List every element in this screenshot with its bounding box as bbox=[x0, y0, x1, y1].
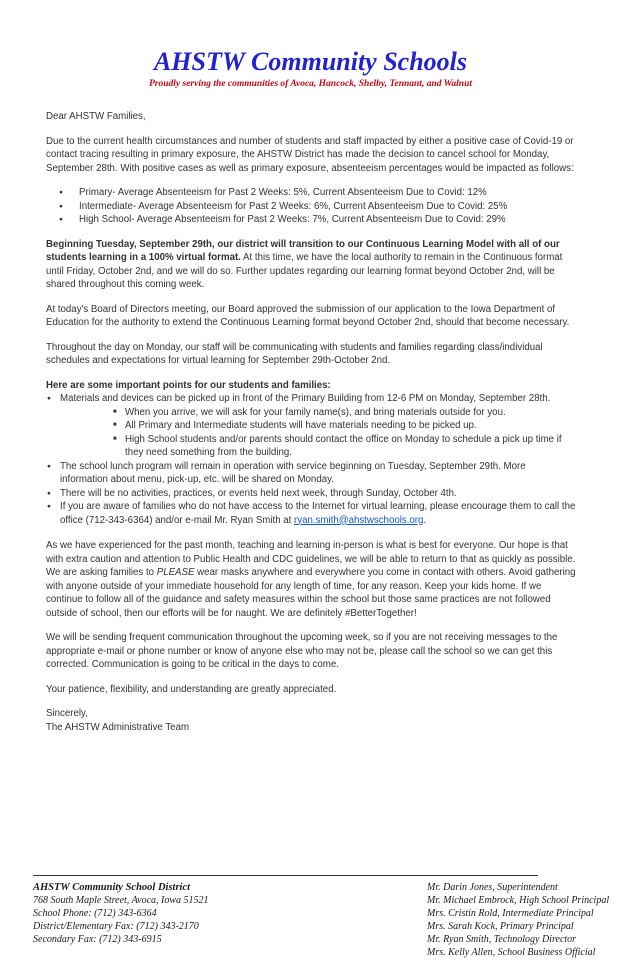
important-points-heading: Here are some important points for our students and families: bbox=[46, 379, 331, 391]
point-materials bbox=[46, 392, 576, 460]
paragraph-board: At today's Board of Directors meeting, our Board approved the submission of our application to the Iowa Department of Education for the authority to extend the Continuous Learning format beyond October 2nd, should that become necessary. bbox=[46, 303, 570, 328]
letterhead bbox=[0, 0, 621, 90]
paragraph-thanks: Your patience, flexibility, and understanding are greatly appreciated. bbox=[46, 683, 337, 695]
footer-district-info bbox=[33, 881, 427, 959]
sub-point-arrival: ■ When you arrive, we will ask for your family name(s), and bring materials outside for you. bbox=[113, 406, 576, 420]
footer-divider-line bbox=[33, 875, 538, 876]
footer-district-name: AHSTW Community School District bbox=[33, 882, 191, 893]
footer-fax-secondary: Secondary Fax: (712) 343-6915 bbox=[33, 934, 162, 945]
stat-intermediate: ● Intermediate- Average Absenteeism for Past 2 Weeks: 6%, Current Absenteeism Due to Covid: 25% bbox=[46, 200, 576, 214]
footer-phone: School Phone: (712) 343-6364 bbox=[33, 908, 157, 919]
materials-sub-list bbox=[113, 406, 576, 460]
paragraph-intro: Due to the current health circumstances and number of students and staff impacted by either a positive case of Covid-19 or contact tracing resulting in primary exposure, the AHSTW District has made the decision to cancel school for Monday, September 28th. With positive cases as well as primary exposure, absenteeism percentages would be impacted as follows: bbox=[46, 135, 574, 174]
transition-bold-text: Beginning Tuesday, September 29th, our district will transition to our Continuous Learning Model with all of our students learning in a 100% virtual format. bbox=[46, 238, 560, 263]
important-points-list bbox=[46, 392, 576, 527]
staff-hs-principal: Mr. Michael Embrock, High School Principal bbox=[427, 895, 610, 906]
footer-address: 768 South Maple Street, Avoca, Iowa 51521 bbox=[33, 895, 209, 906]
point-activities: ● There will be no activities, practices, or events held next week, through Sunday, October 4th. bbox=[46, 487, 576, 501]
closing-block bbox=[46, 707, 576, 734]
footer-staff-list bbox=[427, 881, 609, 959]
page-footer bbox=[33, 875, 610, 959]
staff-technology-director: Mr. Ryan Smith, Technology Director bbox=[427, 934, 577, 945]
sub-point-primary-intermediate: ■ All Primary and Intermediate students will have materials needing to be picked up. bbox=[113, 419, 576, 433]
point-internet-text: If you are aware of families who do not have access to the Internet for virtual learning, please encourage them to call the office (712-343-6364) and/or e-mail Mr. Ryan Smith at bbox=[60, 501, 576, 526]
letter-body bbox=[46, 110, 576, 745]
absenteeism-stats-list bbox=[46, 186, 576, 227]
point-materials-text: Materials and devices can be picked up in front of the Primary Building from 12-6 PM on Monday, September 28th. bbox=[60, 393, 551, 404]
school-name-title: AHSTW Community Schools bbox=[153, 47, 468, 76]
staff-intermediate-principal: Mrs. Cristin Rold, Intermediate Principal bbox=[427, 908, 594, 919]
staff-primary-principal: Mrs. Sarah Kock, Primary Principal bbox=[427, 921, 574, 932]
paragraph-transition bbox=[46, 238, 576, 292]
salutation: Dear AHSTW Families, bbox=[46, 111, 146, 122]
footer-fax-district: District/Elementary Fax: (712) 343-2170 bbox=[33, 921, 199, 932]
stat-primary: ● Primary- Average Absenteeism for Past 2 Weeks: 5%, Current Absenteeism Due to Covid: 12% bbox=[46, 186, 576, 200]
masks-please-emphasis: PLEASE bbox=[156, 567, 195, 578]
point-internet-period: . bbox=[423, 514, 427, 526]
signature-team: The AHSTW Administrative Team bbox=[46, 721, 190, 733]
closing-sincerely: Sincerely, bbox=[46, 708, 88, 719]
point-lunch: ● The school lunch program will remain in operation with service beginning on Tuesday, September 29th. More information about menu, pick-up, etc. will be shared on Monday. bbox=[46, 460, 576, 487]
paragraph-communication: We will be sending frequent communication throughout the upcoming week, so if you are not receiving messages to the appropriate e-mail or phone number or know of anyone else who may not be, please call the school so we can get this corrected. Communication is going to be critical in the days to come. bbox=[46, 632, 558, 670]
transition-rest-text: At this time, we have the local authority to remain in the Continuous format until Friday, October 2nd, and we will do so. Further updates regarding our learning format beyond October 2nd, will be shared throughout this coming week. bbox=[46, 252, 563, 290]
paragraph-masks bbox=[46, 539, 576, 620]
masks-text-end: wear masks anywhere and everywhere you come in contact with others. Avoid gathering with anyone outside of your immediate household for any length of time, for any reason. Keep your kids home. If we continue to follow all of the guidance and safety measures within the school but those same practices are not followed outside of school, then our efforts will be for naught. We are definitely #BetterTogether! bbox=[46, 567, 576, 619]
footer-columns bbox=[33, 881, 610, 959]
stat-high-school: ● High School- Average Absenteeism for Past 2 Weeks: 7%, Current Absenteeism Due to Covid: 29% bbox=[46, 213, 576, 227]
sub-point-high-school: ■ High School students and/or parents should contact the office on Monday to schedule a pick up time if they need something from the building. bbox=[113, 433, 576, 460]
staff-business-official: Mrs. Kelly Allen, School Business Official bbox=[427, 947, 596, 958]
masks-text-start: As we have experienced for the past month, teaching and learning in-person is what is best for everyone. Our hope is that with extra caution and attention to Public Health and CDC guidelines, we will be able to return to that as quickly as possible. We are asking families to bbox=[46, 540, 576, 578]
point-internet bbox=[46, 500, 576, 527]
ryan-smith-email-link[interactable]: ryan.smith@ahstwschools.org bbox=[294, 514, 424, 526]
paragraph-monday: Throughout the day on Monday, our staff will be communicating with students and families regarding class/individual schedules and expectations for virtual learning for September 29th-October 2nd. bbox=[46, 341, 543, 366]
staff-superintendent: Mr. Darin Jones, Superintendent bbox=[427, 882, 558, 893]
school-tagline: Proudly serving the communities of Avoca, Hancock, Shelby, Tennant, and Walnut bbox=[148, 79, 473, 89]
